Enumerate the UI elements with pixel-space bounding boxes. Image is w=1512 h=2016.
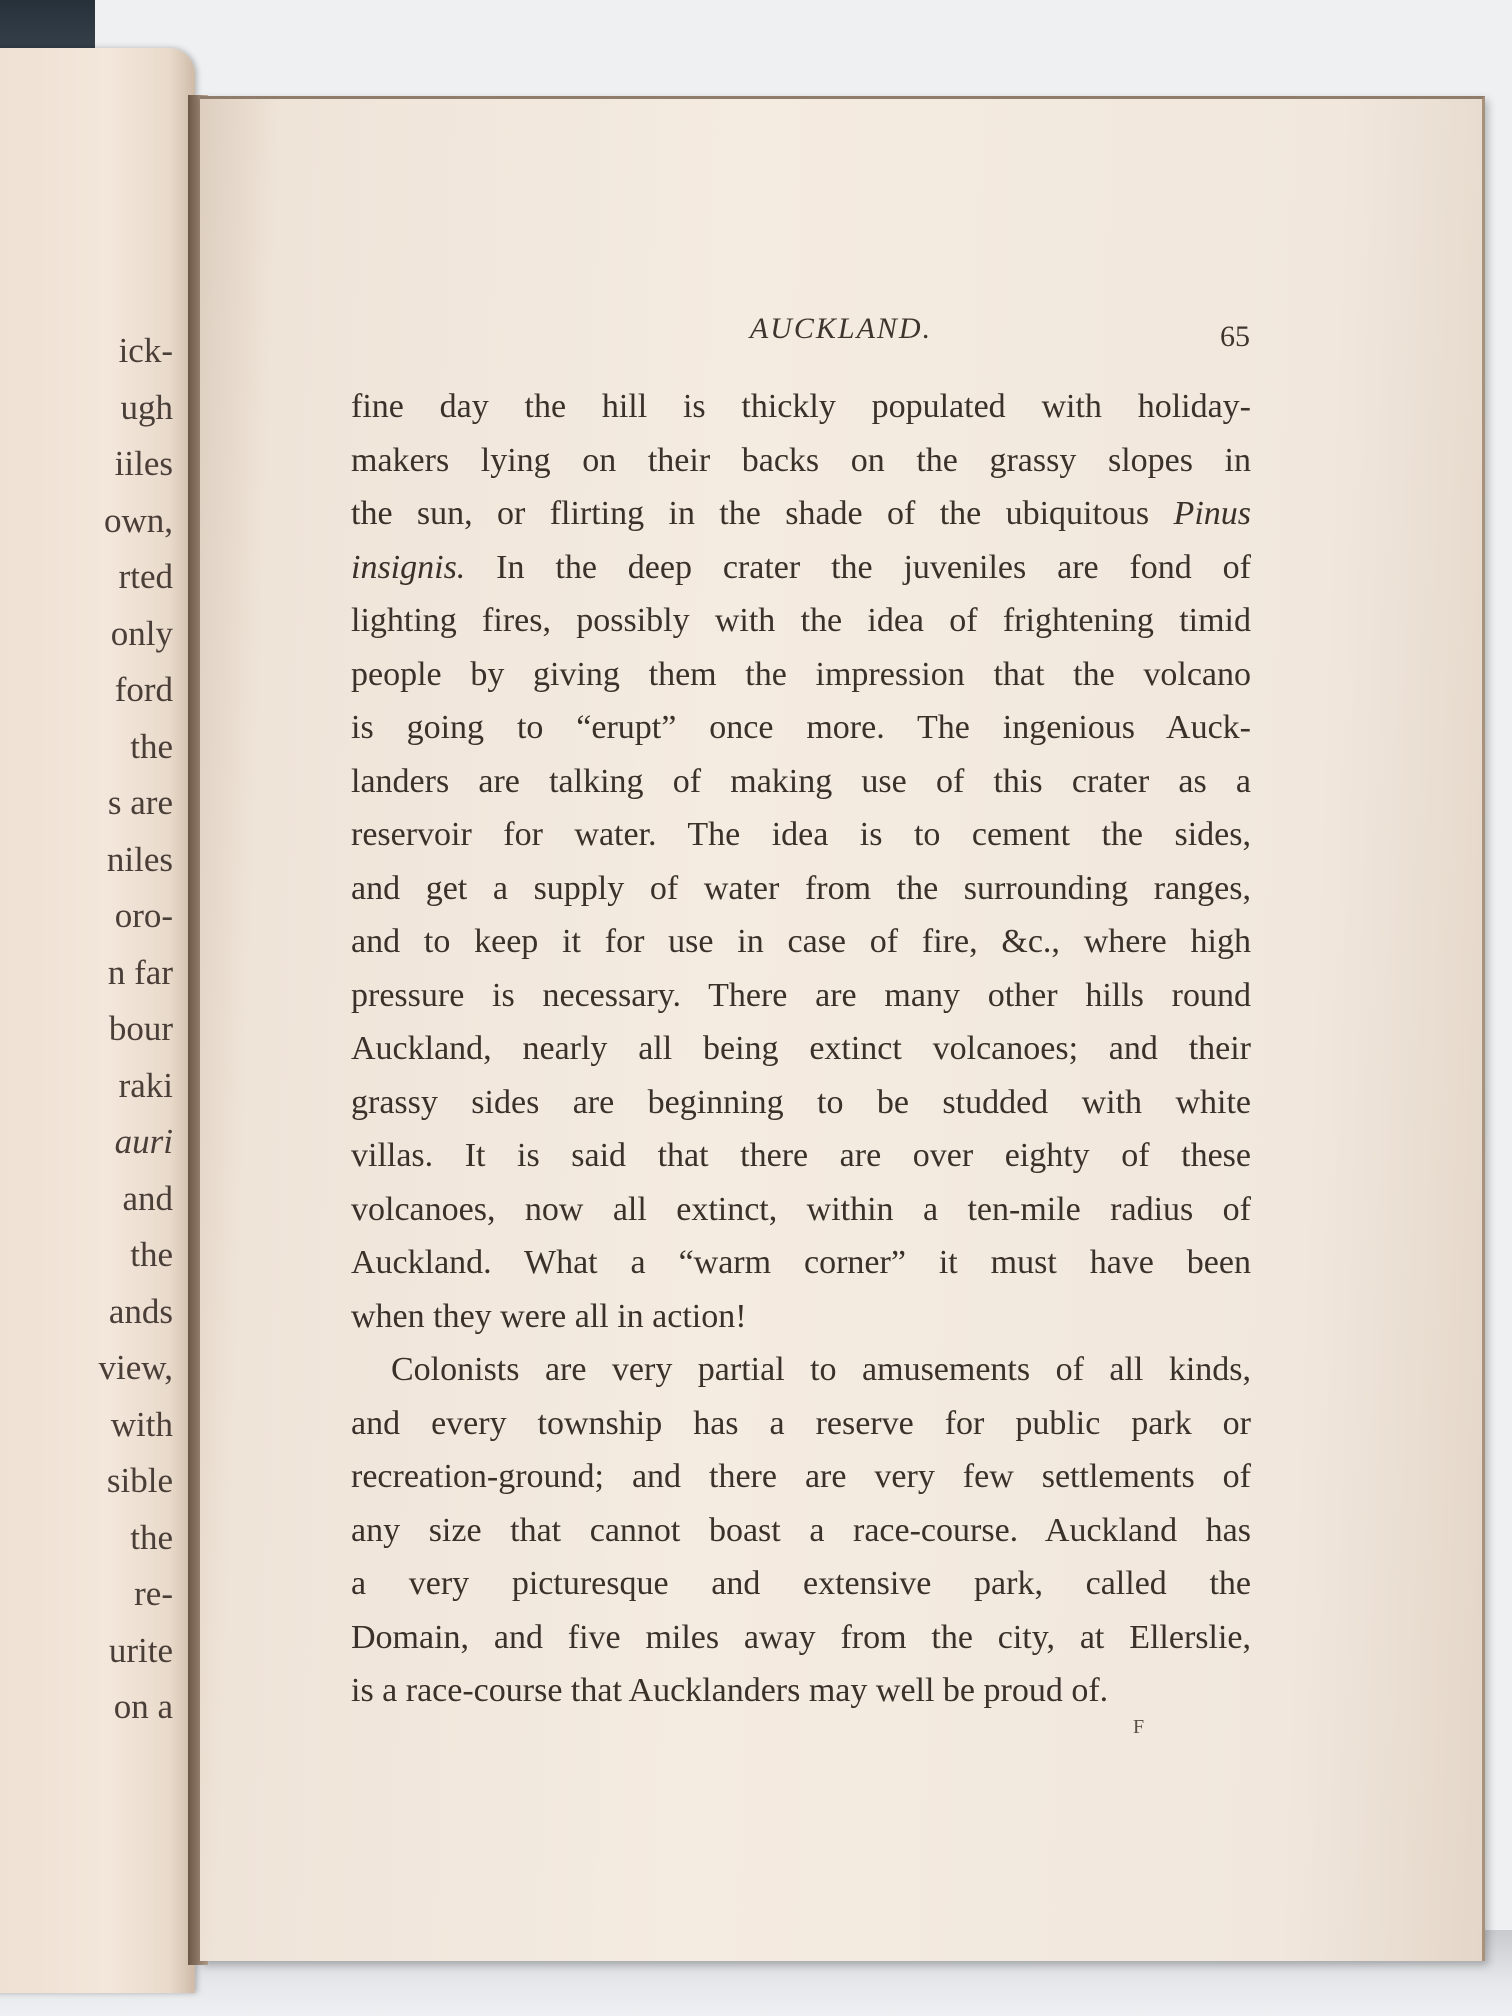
left-page-line-fragment: view,: [98, 1348, 173, 1387]
body-text-line: and every township has a reserve for public park or: [351, 1404, 1251, 1442]
left-page-line-fragment: re-: [134, 1574, 173, 1613]
left-page-line-fragment: on a: [113, 1687, 173, 1726]
left-page-line-fragment: ford: [114, 670, 173, 709]
signature-mark: F: [1133, 1716, 1145, 1738]
body-text-line: people by giving them the impression that the volcano: [351, 655, 1251, 693]
left-page-line-fragment: ugh: [120, 387, 173, 427]
left-page-line-fragment: niles: [106, 839, 173, 879]
italic-species-name: Pinus: [1173, 495, 1251, 532]
left-page-line-fragment: oro-: [114, 896, 173, 935]
body-text-line: is going to “erupt” once more. The ingenious Auck-: [351, 709, 1251, 746]
body-text-line: and get a supply of water from the surrounding ranges,: [351, 869, 1251, 907]
left-page-line-fragment: and: [122, 1178, 173, 1218]
left-page-line-fragment: ands: [108, 1291, 173, 1331]
italic-species-name: insignis.: [351, 548, 466, 586]
left-page-line-fragment: with: [110, 1404, 173, 1444]
body-text-line: recreation-ground; and there are very few settlements of: [351, 1458, 1251, 1495]
body-text-line: makers lying on their backs on the grassy slopes in: [351, 441, 1251, 479]
left-page-line-fragment: ick-: [118, 331, 173, 370]
body-text-line: Colonists are very partial to amusements of all kinds,: [391, 1351, 1251, 1388]
body-text-line: Domain, and five miles away from the city, at Ellerslie,: [351, 1618, 1251, 1656]
body-text-line: a very picturesque and extensive park, called the: [351, 1565, 1251, 1602]
page-number: 65: [1220, 320, 1250, 353]
body-text-line: when they were all in action!: [351, 1297, 747, 1335]
left-page-line-fragment: iiles: [114, 444, 173, 483]
left-page-line-fragment: bour: [108, 1009, 173, 1048]
body-text-line: and to keep it for use in case of fire, &c., where high: [351, 923, 1251, 960]
body-text-line: reservoir for water. The idea is to cement the sides,: [351, 816, 1251, 853]
left-page-line-fragment: auri: [114, 1122, 173, 1161]
body-text-line: grassy sides are beginning to be studded with white: [351, 1083, 1251, 1121]
left-page-line-fragment: s are: [107, 783, 173, 822]
body-text-line: volcanoes, now all extinct, within a ten-mile radius of: [351, 1190, 1251, 1228]
body-text-line: fine day the hill is thickly populated with holiday-: [351, 388, 1251, 425]
left-page-line-fragment: the: [130, 1235, 173, 1274]
body-text-line: lighting fires, possibly with the idea of frightening timid: [351, 602, 1251, 639]
left-page-line-fragment: own,: [103, 500, 173, 540]
left-page-line-fragment: raki: [118, 1065, 173, 1105]
right-page: [200, 96, 1485, 1961]
left-page-line-fragment: only: [110, 613, 173, 653]
left-page-line-fragment: n far: [107, 952, 173, 992]
left-page-line-fragment: rted: [118, 557, 173, 596]
left-page: [0, 48, 195, 1993]
left-page-line-fragment: the: [130, 1517, 173, 1557]
running-head: AUCKLAND.: [749, 312, 933, 345]
body-text-line: villas. It is said that there are over eighty of these: [351, 1137, 1251, 1174]
left-page-line-fragment: urite: [108, 1630, 173, 1670]
body-text-line: Auckland, nearly all being extinct volcanoes; and their: [351, 1030, 1251, 1067]
body-text-line: is a race-course that Aucklanders may well be proud of.: [351, 1672, 1109, 1709]
body-text-line: landers are talking of making use of this crater as a: [351, 762, 1251, 800]
body-text-line: Auckland. What a “warm corner” it must have been: [351, 1244, 1251, 1281]
body-text-line: pressure is necessary. There are many other hills round: [351, 976, 1251, 1014]
left-page-line-fragment: the: [130, 726, 173, 766]
left-page-line-fragment: sible: [106, 1461, 173, 1500]
body-text-line: insignis. In the deep crater the juveniles are fond of: [351, 548, 1251, 586]
body-text-line: any size that cannot boast a race-course. Auckland has: [351, 1511, 1251, 1549]
body-text-line: the sun, or flirting in the shade of the ubiquitous Pinus: [351, 495, 1251, 532]
